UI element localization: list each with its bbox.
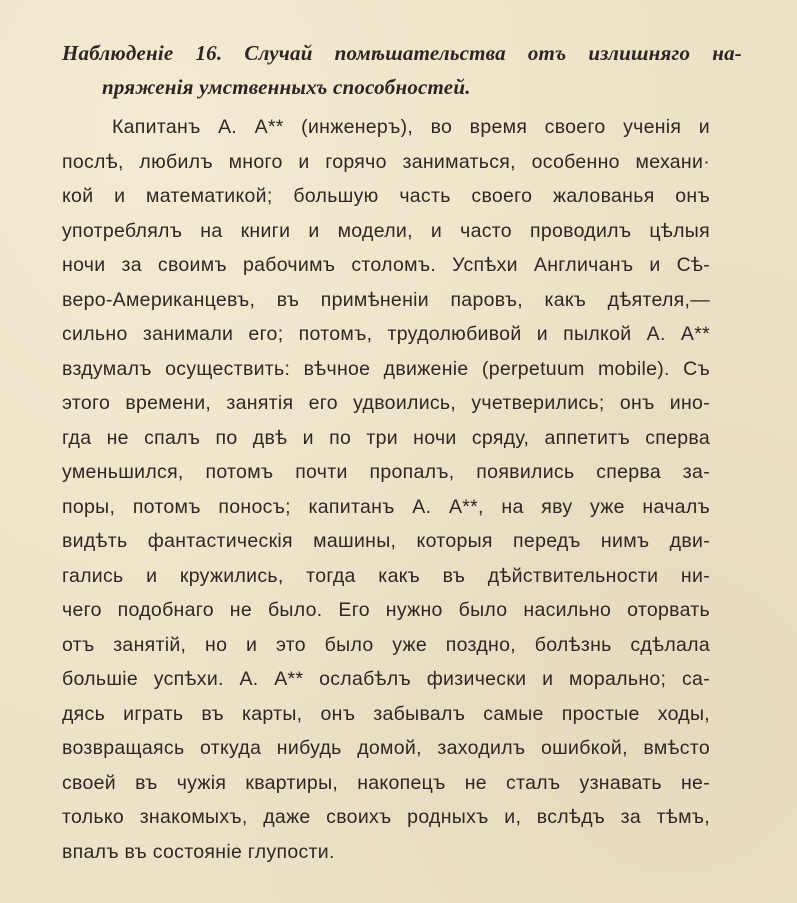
heading-line-2: пряженія умственныхъ способностей. bbox=[102, 75, 471, 99]
paragraph-line: гда не спалъ по двѣ и по три ночи сряду, аппетитъ сперва bbox=[62, 426, 710, 449]
paragraph-line: этого времени, занятія его удвоились, учетверились; онъ ино- bbox=[62, 392, 710, 414]
paragraph-line: возвращаясь откуда нибудь домой, заходилъ ошибкой, вмѣсто bbox=[62, 737, 710, 759]
paragraph-line: Капитанъ А. А** (инженеръ), во время своего ученія и bbox=[112, 116, 710, 138]
paragraph-line: веро-Американцевъ, въ примѣненіи паровъ, какъ дѣятеля,— bbox=[62, 288, 710, 311]
paragraph-line: впалъ въ состояніе глупости. bbox=[62, 840, 335, 863]
paragraph-line: чего подобнаго не было. Его нужно было насильно оторвать bbox=[62, 599, 710, 621]
paragraph-line: кой и математикой; большую часть своего жалованья онъ bbox=[62, 185, 710, 207]
paragraph-line: ночи за своимъ рабочимъ столомъ. Успѣхи Англичанъ и Сѣ- bbox=[62, 254, 710, 276]
paragraph-line: послѣ, любилъ много и горячо заниматься, особенно механи· bbox=[62, 150, 710, 173]
paragraph-line: вздумалъ осуществить: вѣчное движеніе (perpetuum mobile). Съ bbox=[62, 357, 710, 380]
paragraph-line: большіе успѣхи. А. А** ослабѣлъ физически и морально; са- bbox=[62, 668, 710, 690]
paragraph-line: гались и кружились, тогда какъ въ дѣйствительности ни- bbox=[62, 564, 710, 587]
paragraph-line: своей въ чужія квартиры, накопецъ не сталъ узнавать не- bbox=[62, 771, 710, 794]
paragraph-line: уменьшился, потомъ почти пропалъ, появились сперва за- bbox=[62, 461, 710, 483]
paragraph-line: дясь играть въ карты, онъ забывалъ самые простые ходы, bbox=[62, 702, 710, 725]
paragraph-line: видѣть фантастическія машины, которыя передъ нимъ дви- bbox=[62, 530, 710, 552]
case-paragraph bbox=[62, 110, 710, 869]
paragraph-line: только знакомыхъ, даже своихъ родныхъ и, вслѣдъ за тѣмъ, bbox=[62, 806, 710, 828]
paragraph-line: поры, потомъ поносъ; капитанъ А. А**, на яву уже началъ bbox=[62, 495, 710, 518]
observation-heading bbox=[62, 36, 742, 104]
heading-line-1: Наблюденіе 16. Случай помѣшательства отъ излишняго на- bbox=[62, 41, 742, 65]
paragraph-line: отъ занятій, но и это было уже поздно, болѣзнь сдѣлала bbox=[62, 633, 710, 656]
paragraph-line: употреблялъ на книги и модели, и часто проводилъ цѣлыя bbox=[62, 219, 710, 242]
paragraph-line: сильно занимали его; потомъ, трудолюбивой и пылкой А. А** bbox=[62, 323, 710, 345]
